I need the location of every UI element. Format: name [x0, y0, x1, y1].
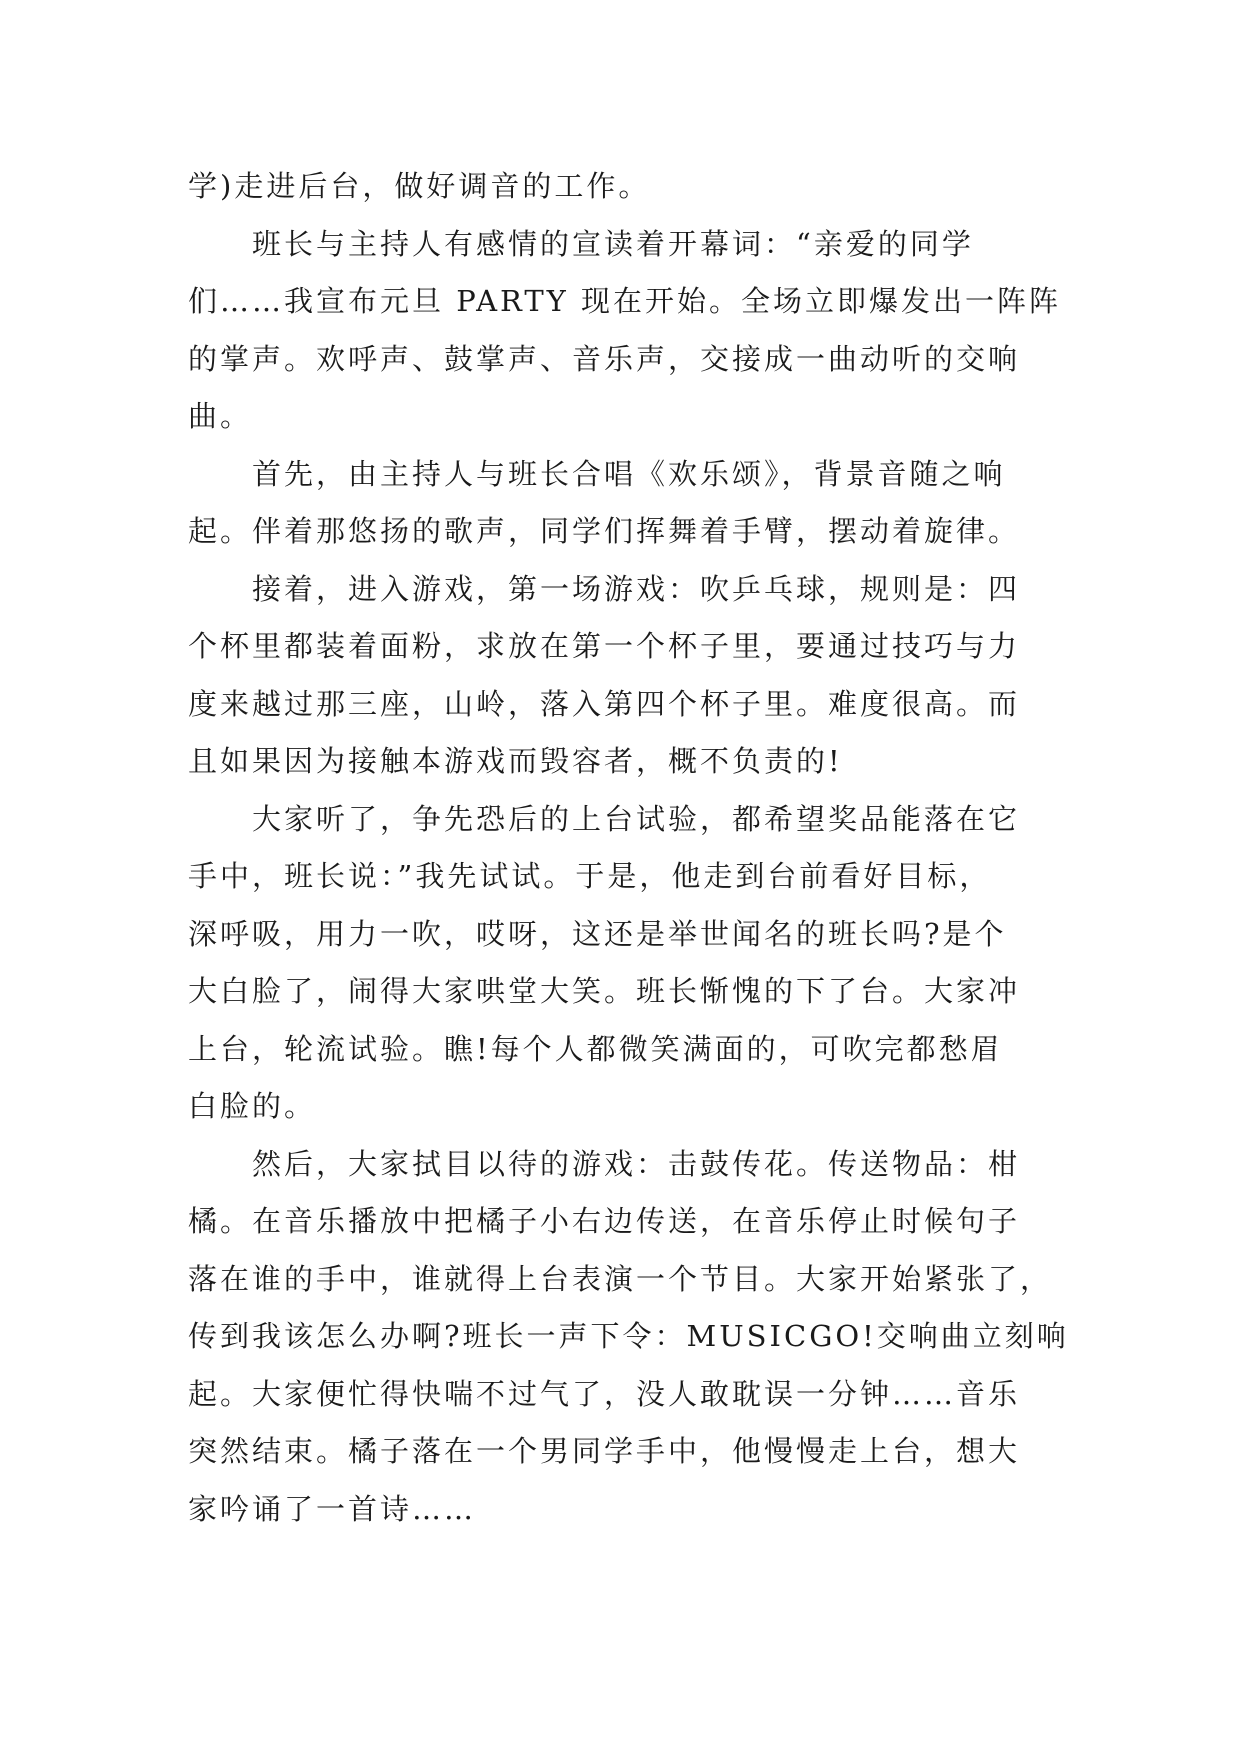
text-line: 传到我该怎么办啊?班长一声下令：MUSICGO!交响曲立刻响 — [188, 1319, 1069, 1353]
text-line: 大家听了，争先恐后的上台试验，都希望奖品能落在它 — [252, 801, 1021, 836]
text-line: 接着，进入游戏，第一场游戏：吹乒乓球，规则是：四 — [252, 571, 1021, 606]
text-line: 然后，大家拭目以待的游戏：击鼓传花。传送物品：柑 — [252, 1146, 1021, 1181]
text-line: 学)走进后台，做好调音的工作。 — [188, 169, 651, 203]
text-line: 手中，班长说：”我先试试。于是，他走到台前看好目标， — [188, 859, 992, 893]
text-line: 家吟诵了一首诗…… — [188, 1491, 477, 1526]
text-line: 们……我宣布元旦 PARTY 现在开始。全场立即爆发出一阵阵 — [188, 284, 1062, 318]
text-line: 起。伴着那悠扬的歌声，同学们挥舞着手臂，摆动着旋律。 — [188, 514, 1021, 548]
text-line: 班长与主持人有感情的宣读着开幕词：“亲爱的同学 — [252, 226, 974, 261]
paragraph-5 — [188, 1136, 1069, 1539]
text-line: 首先，由主持人与班长合唱《欢乐颂》，背景音随之响 — [252, 456, 1006, 491]
paragraph-1 — [188, 216, 1062, 446]
text-line: 大白脸了，闹得大家哄堂大笑。班长惭愧的下了台。大家冲 — [188, 974, 1021, 1008]
paragraph-2 — [188, 446, 1058, 561]
text-line: 曲。 — [188, 399, 253, 433]
text-line: 落在谁的手中，谁就得上台表演一个节目。大家开始紧张了， — [188, 1261, 1053, 1296]
text-line: 突然结束。橘子落在一个男同学手中，他慢慢走上台，想大 — [188, 1434, 1021, 1468]
text-line: 个杯里都装着面粉，求放在第一个杯子里，要通过技巧与力 — [188, 629, 1021, 663]
text-line: 且如果因为接触本游戏而毁容者，概不负责的! — [188, 744, 843, 778]
text-line: 度来越过那三座，山岭，落入第四个杯子里。难度很高。而 — [188, 686, 1021, 721]
text-line: 起。大家便忙得快喘不过气了，没人敢耽误一分钟……音乐 — [188, 1376, 1021, 1411]
paragraph-4 — [188, 791, 1058, 1136]
paragraph-3 — [188, 561, 1058, 791]
text-line: 深呼吸，用力一吹，哎呀，这还是举世闻名的班长吗?是个 — [188, 916, 1007, 951]
text-line: 白脸的。 — [188, 1089, 317, 1123]
text-line: 上台，轮流试验。瞧!每个人都微笑满面的，可吹完都愁眉 — [188, 1031, 1003, 1066]
document-body — [188, 158, 1069, 1538]
text-line: 橘。在音乐播放中把橘子小右边传送，在音乐停止时候句子 — [188, 1204, 1021, 1238]
paragraph-0 — [188, 158, 1058, 216]
text-line: 的掌声。欢呼声、鼓掌声、音乐声，交接成一曲动听的交响 — [188, 341, 1021, 376]
